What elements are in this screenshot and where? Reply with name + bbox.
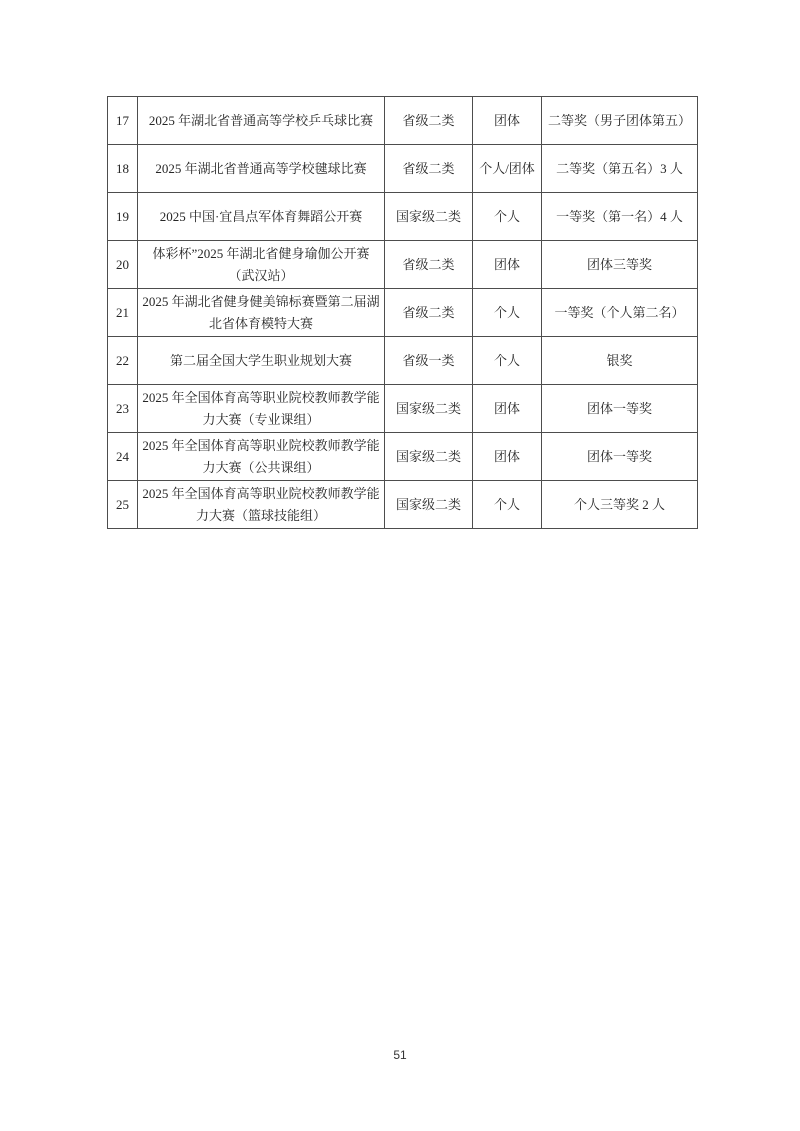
table-row [108,481,698,529]
cell-competition-name: 2025 年湖北省健身健美锦标赛暨第二届湖北省体育模特大赛 [138,289,385,337]
page-number: 51 [393,1048,407,1062]
awards-table-body [108,97,698,529]
cell-competition-name: 2025 年全国体育高等职业院校教师教学能力大赛（公共课组） [138,433,385,481]
cell-row-number: 17 [108,97,138,145]
cell-individual-or-team: 团体 [473,433,542,481]
awards-table [107,96,698,529]
cell-row-number: 25 [108,481,138,529]
cell-individual-or-team: 团体 [473,385,542,433]
cell-award: 团体一等奖 [542,385,698,433]
cell-individual-or-team: 个人 [473,289,542,337]
cell-level-category: 国家级二类 [385,193,473,241]
table-row [108,337,698,385]
cell-competition-name: 2025 中国·宜昌点军体育舞蹈公开赛 [138,193,385,241]
cell-level-category: 省级二类 [385,289,473,337]
cell-award: 团体三等奖 [542,241,698,289]
cell-award: 个人三等奖 2 人 [542,481,698,529]
cell-competition-name: 2025 年全国体育高等职业院校教师教学能力大赛（专业课组） [138,385,385,433]
table-row [108,433,698,481]
cell-individual-or-team: 团体 [473,97,542,145]
cell-individual-or-team: 个人 [473,337,542,385]
cell-row-number: 18 [108,145,138,193]
cell-competition-name: 2025 年湖北省普通高等学校毽球比赛 [138,145,385,193]
cell-row-number: 21 [108,289,138,337]
cell-level-category: 国家级二类 [385,433,473,481]
cell-row-number: 20 [108,241,138,289]
cell-competition-name: 2025 年全国体育高等职业院校教师教学能力大赛（篮球技能组） [138,481,385,529]
table-row [108,193,698,241]
table-row [108,241,698,289]
cell-individual-or-team: 个人/团体 [473,145,542,193]
cell-award: 银奖 [542,337,698,385]
cell-award: 二等奖（第五名）3 人 [542,145,698,193]
cell-level-category: 省级二类 [385,241,473,289]
table-row [108,145,698,193]
cell-individual-or-team: 个人 [473,481,542,529]
cell-individual-or-team: 个人 [473,193,542,241]
table-row [108,385,698,433]
cell-award: 一等奖（第一名）4 人 [542,193,698,241]
cell-competition-name: 2025 年湖北省普通高等学校乒乓球比赛 [138,97,385,145]
table-row [108,289,698,337]
cell-row-number: 22 [108,337,138,385]
cell-row-number: 23 [108,385,138,433]
cell-level-category: 省级一类 [385,337,473,385]
cell-individual-or-team: 团体 [473,241,542,289]
cell-level-category: 国家级二类 [385,481,473,529]
cell-level-category: 省级二类 [385,145,473,193]
cell-award: 团体一等奖 [542,433,698,481]
cell-level-category: 省级二类 [385,97,473,145]
cell-award: 一等奖（个人第二名） [542,289,698,337]
cell-competition-name: 体彩杯”2025 年湖北省健身瑜伽公开赛（武汉站） [138,241,385,289]
cell-award: 二等奖（男子团体第五） [542,97,698,145]
cell-row-number: 24 [108,433,138,481]
cell-competition-name: 第二届全国大学生职业规划大赛 [138,337,385,385]
cell-level-category: 国家级二类 [385,385,473,433]
cell-row-number: 19 [108,193,138,241]
table-row [108,97,698,145]
